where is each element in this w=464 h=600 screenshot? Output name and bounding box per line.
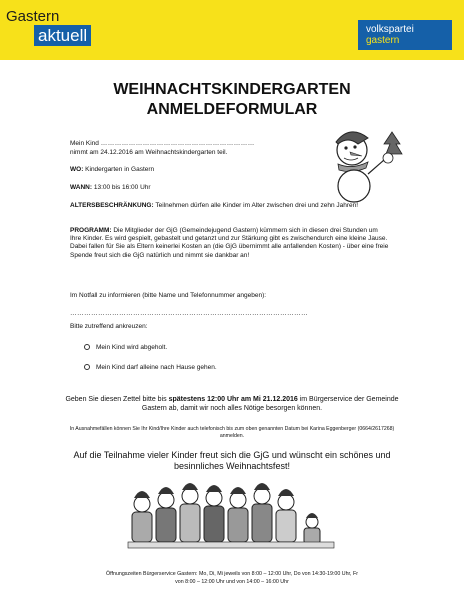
- wo-label: WO:: [70, 166, 84, 173]
- deadline-date: spätestens 12:00 Uhr am Mi 21.12.2016: [168, 396, 298, 403]
- phone-notice: In Ausnahmefällen können Sie Ihr Kind/Ihre Kinder auch telefonisch bis zum oben genannten Datum bei Karina Eggenberger (0664/2617268) anmelden.: [69, 426, 395, 439]
- volkspartei-text: volkspartei: [366, 24, 414, 35]
- alter-value: Teilnehmen dürfen alle Kinder im Alter zwischen drei und zehn Jahren!: [153, 202, 359, 209]
- deadline-text-c: im Bürgerservice der Gemeinde Gastern ab, damit wir noch alles Nötige besorgen können.: [141, 396, 399, 412]
- page-title: WEIHNACHTSKINDERGARTEN: [113, 81, 351, 98]
- page-subtitle: ANMELDEFORMULAR: [146, 101, 318, 118]
- programm-label: PROGRAMM:: [70, 227, 112, 234]
- notfall-label: Im Notfall zu informieren (bitte Name und Telefonnummer angeben):: [70, 292, 267, 299]
- option-alleine-label: Mein Kind darf alleine nach Hause gehen.: [96, 364, 217, 371]
- wo-value: Kindergarten in Gastern: [83, 166, 155, 173]
- programm-paragraph: [70, 227, 390, 260]
- wann-label: WANN:: [70, 184, 93, 191]
- children-illustration: [126, 478, 338, 554]
- programm-value: Die Mitglieder der GjG (Gemeindejugend Gastern) kümmern sich in diesen drei Stunden um Ihre Kinder. Es wird gespielt, gebastelt und getanzt und zur Stärkung gibt es zwischendurch eine kleine Jause. Dabei fallen für Sie als Eltern keinerlei Kosten an (die GjG übernimmt alle anfallenden Kosten) - über eine freie Spende freut sich die GjG natürlich und nimmt sie dankbar an!: [70, 227, 389, 259]
- kind-line: [70, 140, 390, 148]
- wann-line: [70, 184, 390, 192]
- header-banner: [0, 0, 464, 60]
- footer-line2: von 8:00 – 12:00 Uhr und von 14:00 – 16:00 Uhr: [175, 579, 289, 585]
- notfall-field[interactable]: …………………………………………………………………………………………: [70, 310, 308, 317]
- option-abgeholt[interactable]: [84, 344, 404, 352]
- wann-value: 13:00 bis 16:00 Uhr: [92, 184, 151, 191]
- ankreuzen-label: Bitte zutreffend ankreuzen:: [70, 323, 148, 330]
- footer-line1: Öffnungszeiten Bürgerservice Gastern: Mo, Di, Mi jeweils von 8:00 – 12:00 Uhr, Do von 14:30-19:00 Uhr, Fr: [106, 571, 358, 577]
- deadline-notice: [60, 395, 404, 413]
- opening-hours-footer: [10, 570, 454, 586]
- kind-line-2: nimmt am 24.12.2016 am Weihnachtskindergarten teil.: [70, 149, 228, 156]
- logo-line2: aktuell: [34, 25, 91, 46]
- wo-line: [70, 166, 390, 174]
- gastern-aktuell-logo: [6, 8, 91, 46]
- option-abgeholt-label: Mein Kind wird abgeholt.: [96, 344, 168, 351]
- logo-line1: Gastern: [6, 8, 60, 25]
- kind-label: Mein Kind: [70, 140, 101, 147]
- gastern-text: gastern: [366, 35, 400, 46]
- alter-label: ALTERSBESCHRÄNKUNG:: [70, 202, 154, 209]
- volkspartei-logo: [358, 20, 452, 50]
- kind-name-field[interactable]: …………………………………………………………: [100, 140, 255, 147]
- radio-circle-icon[interactable]: [84, 364, 90, 370]
- option-alleine[interactable]: [84, 364, 404, 372]
- deadline-text-a: Geben Sie diesen Zettel bitte bis: [65, 396, 169, 403]
- alter-paragraph: [70, 202, 390, 210]
- greeting-text: Auf die Teilnahme vieler Kinder freut sich die GjG und wünscht ein schönes und besinnliches Weihnachtsfest!: [73, 450, 391, 471]
- radio-circle-icon[interactable]: [84, 344, 90, 350]
